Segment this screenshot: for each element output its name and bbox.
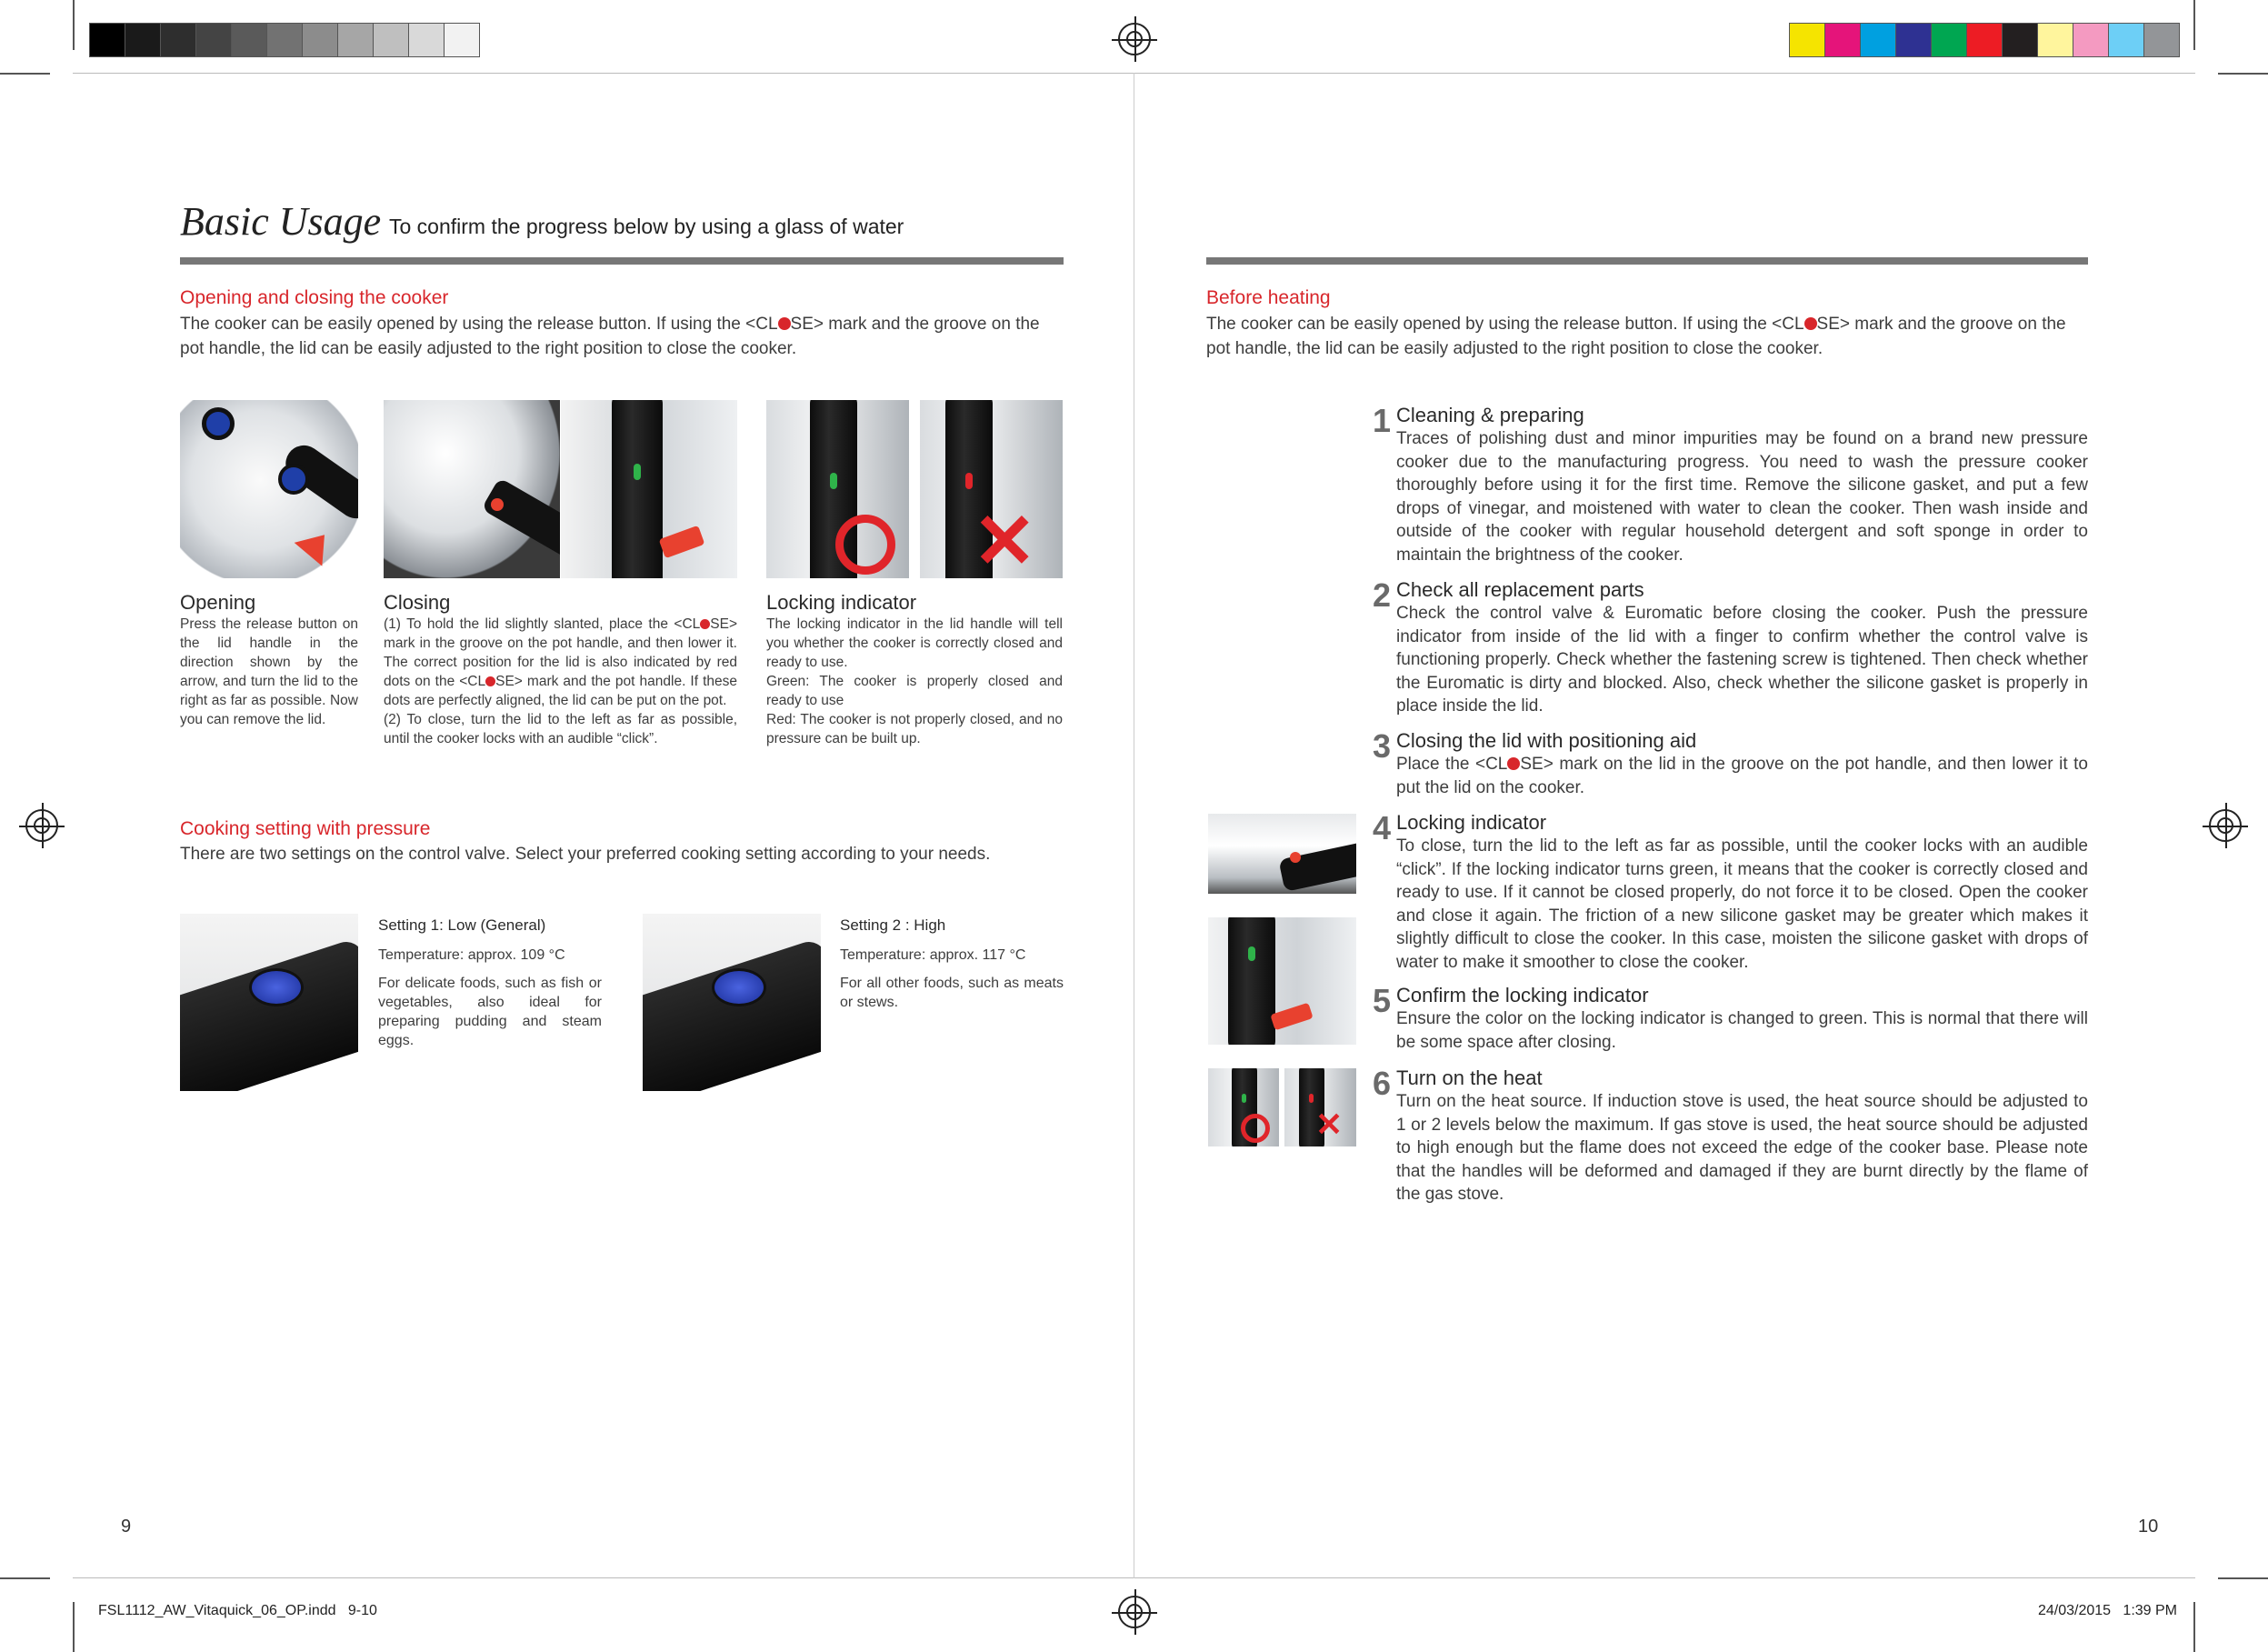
closing-text: SE> mark in the groove on the pot handle, and then lower it. The correct position for the lid is also indicated by red dots on the <CL <box>384 616 737 689</box>
lid-handle <box>1228 917 1275 1045</box>
close-mark-dot <box>1507 757 1520 770</box>
step-number: 5 <box>1373 982 1392 1019</box>
step-text: Check the control valve & Euromatic before closing the cooker. Push the pressure indicator from inside of the lid with a finger to confirm whether the control valve is functioning properly. Check whether the fastening screw is tightened. Then check whether the Euromatic is dirty and blocked. Also, check whether the silicone gasket is properly in place inside the lid. <box>1396 604 2088 716</box>
locking-indicator-green <box>830 473 837 489</box>
close-mark-icon <box>491 498 504 511</box>
closing-photo-2 <box>561 400 737 578</box>
opening-photo <box>180 400 358 578</box>
setting-high-photo <box>643 914 821 1091</box>
registration-mark <box>1118 23 1151 55</box>
step-title: Check all replacement parts <box>1396 578 1644 601</box>
section-heading-cooking-setting: Cooking setting with pressure <box>180 818 431 839</box>
opening-caption <box>180 591 358 729</box>
locking-caption <box>766 591 1063 748</box>
section-heading-before-heating: Before heating <box>1206 287 1331 308</box>
opening-title: Opening <box>180 591 256 614</box>
setting-low-temp: Temperature: approx. 109 °C <box>378 947 565 963</box>
release-button-icon <box>202 407 235 440</box>
arrow-icon <box>295 523 339 566</box>
footer-datetime: 24/03/2015 1:39 PM <box>2038 1603 2177 1618</box>
step-text: Turn on the heat source. If induction stove is used, the heat source should be adjusted to 1 or 2 levels below the maximum. If gas stove is used, the heat source should be adjusted to high enough but the flame does not exceed the edge of the cooker base. Please note that the handles will be deformed and damaged if they are burnt directly by the flame of the gas stove. <box>1396 1092 2088 1204</box>
step-closing-lid <box>1396 729 2088 799</box>
step-text: Traces of polishing dust and minor impurities may be found on a brand new pressure cooker due to the manufacturing progress. You need to wash the pressure cooker thoroughly before using it for the first time. Remove the silicone gasket, and put a few drops of vinegar, and moistened with water to clean the cooker. Then wash inside and outside of the cooker with regular household detergent and soft sponge in order to maintain the brightness of the cooker. <box>1396 429 2088 565</box>
setting-low-photo <box>180 914 358 1091</box>
wrong-cross-icon: ✕ <box>1315 1106 1344 1143</box>
setting-high-text <box>840 916 1064 1012</box>
close-mark-dot <box>778 317 791 330</box>
locking-indicator-photo-ok <box>766 400 909 578</box>
intro-text: SE> mark and the groove on the pot handle, the lid can be easily adjusted to the right position to close the cooker. <box>1206 315 2066 358</box>
opening-text: Press the release button on the lid handle in the direction shown by the arrow, and turn the lid to the right as far as possible. Now you can remove the lid. <box>180 616 358 727</box>
valve-knob-icon <box>249 968 304 1006</box>
section-intro-before-heating <box>1206 312 2093 361</box>
closing-text-2: (2) To close, turn the lid to the left as far as possible, until the cooker locks with an audible “click”. <box>384 712 737 746</box>
step-check-parts <box>1396 578 2088 718</box>
setting-low-title: Setting 1: Low (General) <box>378 916 546 934</box>
closing-text: (1) To hold the lid slightly slanted, place the <CL <box>384 616 701 632</box>
valve-knob-icon <box>712 968 766 1006</box>
trim-mark <box>2193 0 2195 50</box>
process-color-bar <box>1789 23 2180 57</box>
locking-indicator-green <box>634 464 641 480</box>
turn-arrow-icon <box>659 526 705 558</box>
section-intro-opening-closing <box>180 312 1066 361</box>
trim-mark <box>0 1577 50 1579</box>
turn-arrow-icon <box>1270 1003 1313 1031</box>
intro-text: The cooker can be easily opened by using the release button. If using the <CL <box>1206 315 1804 334</box>
footer-filename: FSL1112_AW_Vitaquick_06_OP.indd 9-10 <box>98 1603 377 1618</box>
locking-text-1: The locking indicator in the lid handle will tell you whether the cooker is correctly closed and ready to use. <box>766 616 1063 670</box>
close-mark-icon <box>1290 852 1301 863</box>
header-rule-right <box>1206 257 2088 265</box>
control-valve <box>643 937 821 1091</box>
step4-photo-lid <box>1208 814 1356 894</box>
step6-photo-ok <box>1208 1068 1279 1146</box>
closing-title: Closing <box>384 591 451 614</box>
step-number: 3 <box>1373 727 1392 765</box>
locking-indicator-photo-not-ok <box>920 400 1063 578</box>
locking-title: Locking indicator <box>766 591 917 614</box>
wrong-cross-icon: ✕ <box>973 498 1037 578</box>
pot-handle <box>1278 841 1356 892</box>
locking-text-2: Green: The cooker is properly closed and ready to use <box>766 674 1063 708</box>
control-valve <box>180 937 358 1091</box>
step-locking-indicator <box>1396 811 2088 974</box>
step-text: To close, turn the lid to the left as far as possible, until the cooker locks with an audible “click”. If the locking indicator turns green, it means that the cooker is correctly closed and ready to use. If it cannot be closed properly, do not force it to be closed. Open the cooker and close it again. The friction of a new silicone gasket may be greater which makes it slightly difficult to close the cooker. In this case, moisten the silicone gasket with drops of water to make it smoother to close the cooker. <box>1396 836 2088 972</box>
correct-circle-icon <box>835 515 895 575</box>
step-number: 4 <box>1373 809 1392 846</box>
closing-caption <box>384 591 737 748</box>
trim-mark <box>73 1602 75 1652</box>
step-number: 2 <box>1373 576 1392 614</box>
page-subtitle: To confirm the progress below by using a glass of water <box>389 215 904 238</box>
registration-mark <box>2209 809 2242 842</box>
release-button-icon <box>278 464 309 495</box>
locking-indicator-green <box>1248 946 1255 961</box>
pot-handle <box>481 477 560 559</box>
trim-mark <box>0 73 50 75</box>
closing-photo-1 <box>384 400 560 578</box>
trim-mark <box>2218 1577 2268 1579</box>
step-text: Ensure the color on the locking indicator is changed to green. This is normal that there will be some space after closing. <box>1396 1009 2088 1052</box>
locking-indicator-green <box>1242 1094 1246 1103</box>
trim-mark <box>2193 1602 2195 1652</box>
grayscale-color-bar <box>89 23 480 57</box>
step-cleaning <box>1396 404 2088 566</box>
page-title: Basic Usage <box>180 199 382 244</box>
step4-photo-handle <box>1208 917 1356 1045</box>
intro-text: SE> mark and the groove on the pot handle, the lid can be easily adjusted to the right position to close the cooker. <box>180 315 1040 358</box>
closing-text: SE> mark and the pot handle. If these dots are perfectly aligned, the lid can be put on the pot. <box>384 674 738 708</box>
registration-mark <box>1118 1596 1151 1628</box>
setting-high-temp: Temperature: approx. 117 °C <box>840 947 1026 963</box>
correct-circle-icon <box>1241 1114 1270 1143</box>
step-text <box>1396 753 2088 799</box>
step-confirm-indicator <box>1396 984 2088 1054</box>
setting-high-description: For all other foods, such as meats or stews. <box>840 976 1064 1010</box>
trim-mark <box>2218 73 2268 75</box>
step-title: Locking indicator <box>1396 811 1547 834</box>
setting-low-text <box>378 916 602 1050</box>
step-title: Cleaning & preparing <box>1396 404 1584 426</box>
header-rule-left <box>180 257 1064 265</box>
page-number-left: 9 <box>121 1517 132 1537</box>
registration-mark <box>25 809 58 842</box>
step-turn-on-heat <box>1396 1066 2088 1206</box>
section-intro-cooking-setting: There are two settings on the control valve. Select your preferred cooking setting according to your needs. <box>180 845 991 864</box>
section-heading-opening-closing: Opening and closing the cooker <box>180 287 449 308</box>
close-mark-dot <box>485 676 495 686</box>
step-number: 6 <box>1373 1065 1392 1102</box>
setting-high-title: Setting 2 : High <box>840 916 946 934</box>
step-number: 1 <box>1373 402 1392 439</box>
step-title: Turn on the heat <box>1396 1066 1543 1089</box>
intro-text: The cooker can be easily opened by using the release button. If using the <CL <box>180 315 778 334</box>
locking-indicator-red <box>965 473 973 489</box>
lid-handle <box>612 400 663 578</box>
locking-indicator-red <box>1309 1094 1314 1103</box>
trim-mark <box>73 0 75 50</box>
close-mark-dot <box>700 619 710 629</box>
step6-photo-not-ok <box>1284 1068 1356 1146</box>
locking-text-3: Red: The cooker is not properly closed, and no pressure can be built up. <box>766 712 1063 746</box>
step-title: Confirm the locking indicator <box>1396 984 1649 1006</box>
step-text-part: SE> mark on the lid in the groove on the pot handle, and then lower it to put the lid on the cooker. <box>1396 755 2088 797</box>
step-text-part: Place the <CL <box>1396 755 1508 774</box>
setting-low-description: For delicate foods, such as fish or vegetables, also ideal for preparing pudding and steam eggs. <box>378 976 602 1048</box>
close-mark-dot <box>1804 317 1817 330</box>
closing-text-1 <box>384 615 737 710</box>
step-title: Closing the lid with positioning aid <box>1396 729 1697 752</box>
page-number-right: 10 <box>2138 1517 2159 1537</box>
